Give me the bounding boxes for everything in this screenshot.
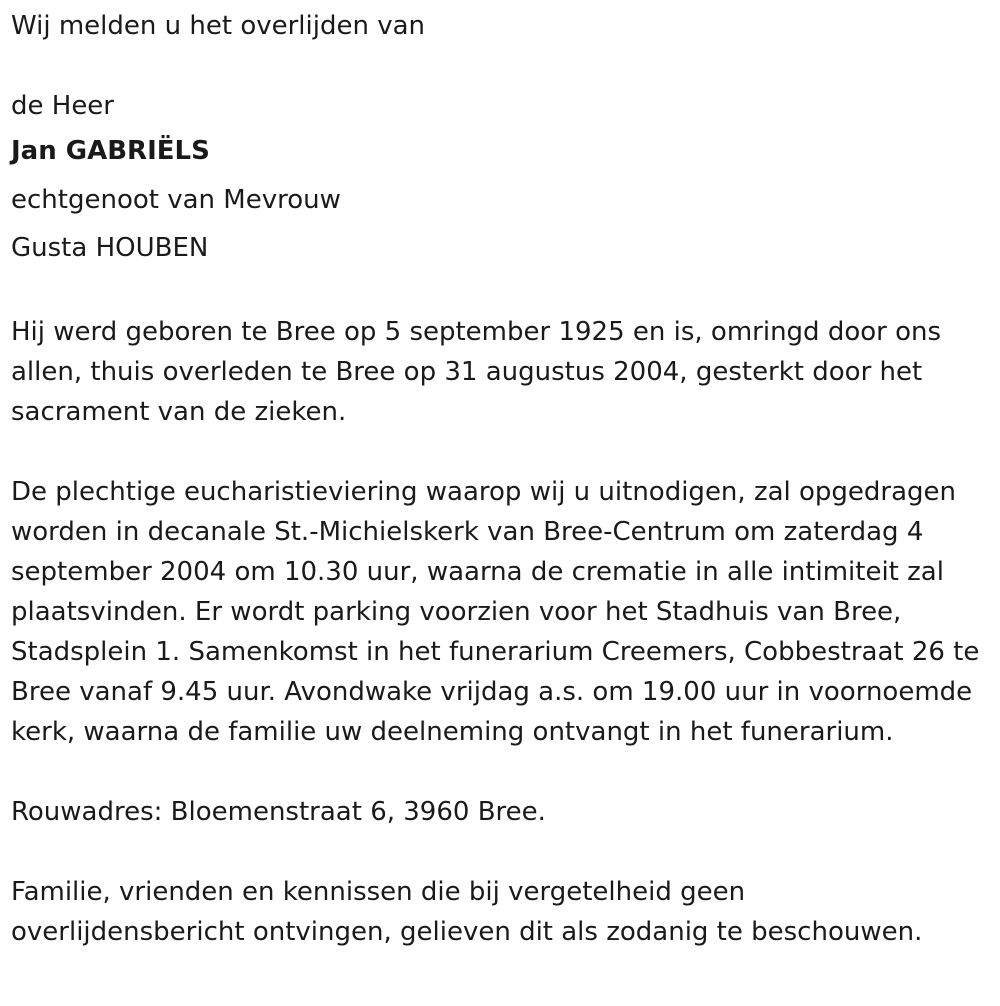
birth-death-paragraph: Hij werd geboren te Bree op 5 september 1925 en is, omringd door ons allen, thuis overleden te Bree op 31 augustus 2004, gesterkt door het sacrament van de zieken. xyxy=(11,317,942,427)
closing-paragraph: Familie, vrienden en kennissen die bij vergetelheid geen overlijdensbericht ontvingen, gelieven dit als zodanig te beschouwen. xyxy=(11,877,923,947)
spouse-name: Gusta HOUBEN xyxy=(11,233,209,263)
honorific: de Heer xyxy=(11,91,114,121)
deceased-name: Jan GABRIËLS xyxy=(11,136,210,166)
spouse-label: echtgenoot van Mevrouw xyxy=(11,185,341,215)
spacer xyxy=(11,46,1000,86)
ceremony-paragraph: De plechtige eucharistieviering waarop wij u uitnodigen, zal opgedragen worden in decanale St.-Michielskerk van Bree-Centrum om zaterdag 4 september 2004 om 10.30 uur, waarna de crematie in alle intimiteit zal plaatsvinden. Er wordt parking voorzien voor het Stadhuis van Bree, Stadsplein 1. Samenkomst in het funerarium Creemers, Cobbestraat 26 te Bree vanaf 9.45 uur. Avondwake vrijdag a.s. om 19.00 uur in voornoemde kerk, waarna de familie uw deelneming ontvangt in het funerarium. xyxy=(11,477,980,747)
intro-text: Wij melden u het overlijden van xyxy=(11,11,426,41)
mourning-address: Rouwadres: Bloemenstraat 6, 3960 Bree. xyxy=(11,797,546,827)
spacer xyxy=(11,272,1000,312)
spacer xyxy=(11,432,1000,472)
spacer xyxy=(11,752,1000,792)
spacer xyxy=(11,832,1000,872)
